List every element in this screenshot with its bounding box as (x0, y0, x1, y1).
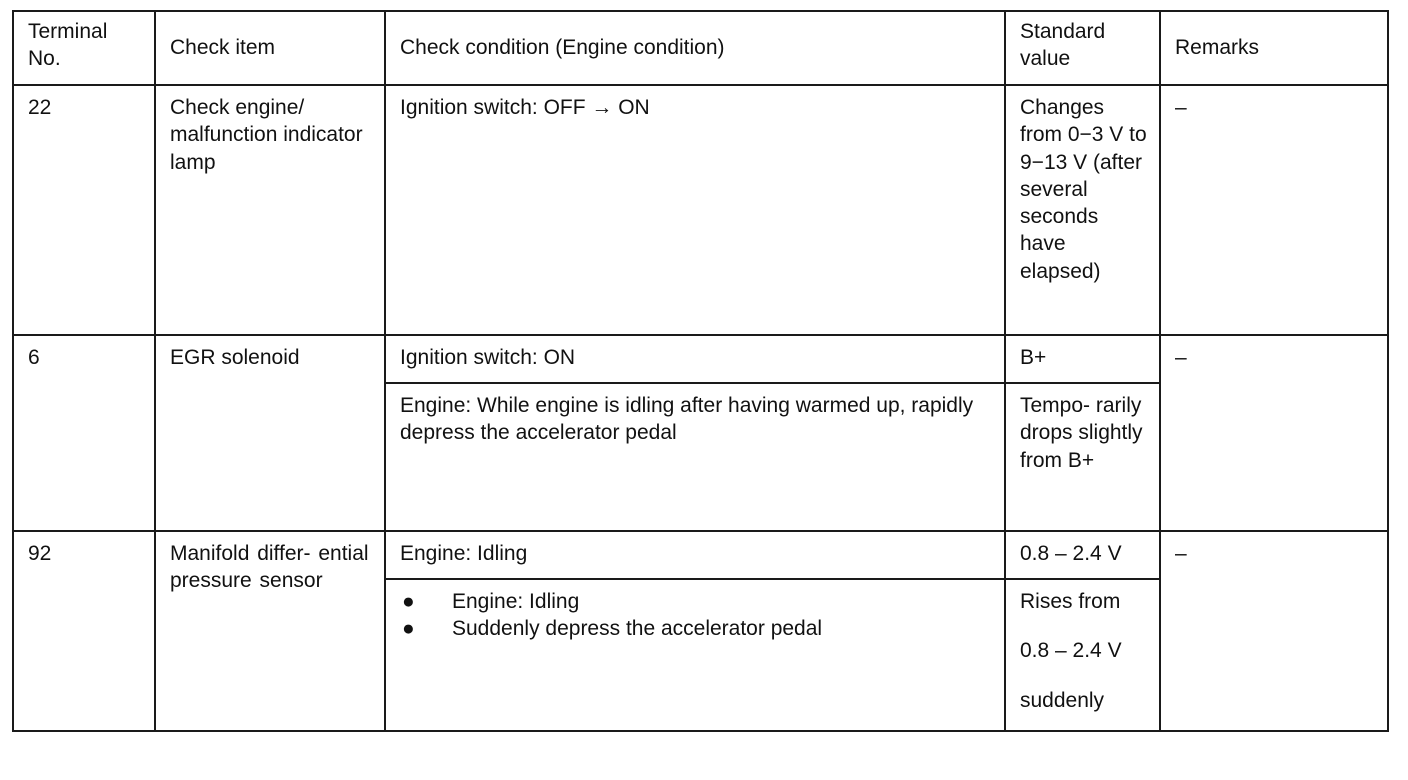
check-item: EGR solenoid (155, 335, 385, 531)
specification-table (12, 10, 1389, 732)
check-item: Check engine/ malfunction indicator lamp (155, 85, 385, 335)
table-row (13, 531, 1388, 579)
terminal-number: 92 (13, 531, 155, 731)
check-condition: Engine: Idling (385, 531, 1005, 579)
check-condition: Ignition switch: OFF → ON (385, 85, 1005, 335)
condition-bullet-list (400, 588, 994, 643)
standard-value: B+ (1005, 335, 1160, 383)
value-line: Rises from (1020, 590, 1121, 613)
remarks: – (1160, 335, 1388, 531)
remarks: – (1160, 531, 1388, 731)
standard-value: Changes from 0−3 V to 9−13 V (after several seconds have elapsed) (1005, 85, 1160, 335)
standard-value (1005, 579, 1160, 731)
header-check-condition: Check condition (Engine condition) (385, 11, 1005, 85)
value-line: 0.8 – 2.4 V (1020, 639, 1122, 663)
check-condition: Ignition switch: ON (385, 335, 1005, 383)
bullet-icon: ● (402, 617, 415, 641)
table-row (13, 335, 1388, 383)
value-line: suddenly (1020, 688, 1105, 712)
table-row (13, 85, 1388, 335)
bullet-text: Suddenly depress the accelerator pedal (452, 617, 823, 641)
bullet-icon: ● (402, 590, 415, 613)
header-terminal-no: Terminal No. (13, 11, 155, 85)
header-standard-value: Standard value (1005, 11, 1160, 85)
condition-bullet-item (400, 588, 994, 615)
header-check-item: Check item (155, 11, 385, 85)
remarks: – (1160, 85, 1388, 335)
header-row (13, 11, 1388, 85)
standard-value: 0.8 – 2.4 V (1005, 531, 1160, 579)
terminal-number: 6 (13, 335, 155, 531)
check-condition: Engine: While engine is idling after having warmed up, rapidly depress the accelerator pedal (385, 383, 1005, 531)
standard-value: Tempo- rarily drops slightly from B+ (1005, 383, 1160, 531)
check-item: Manifold differ- ential pressure sensor (155, 531, 385, 731)
bullet-text: Engine: Idling (452, 590, 580, 613)
check-condition (385, 579, 1005, 731)
terminal-number: 22 (13, 85, 155, 335)
condition-bullet-item (400, 615, 994, 642)
header-remarks: Remarks (1160, 11, 1388, 85)
